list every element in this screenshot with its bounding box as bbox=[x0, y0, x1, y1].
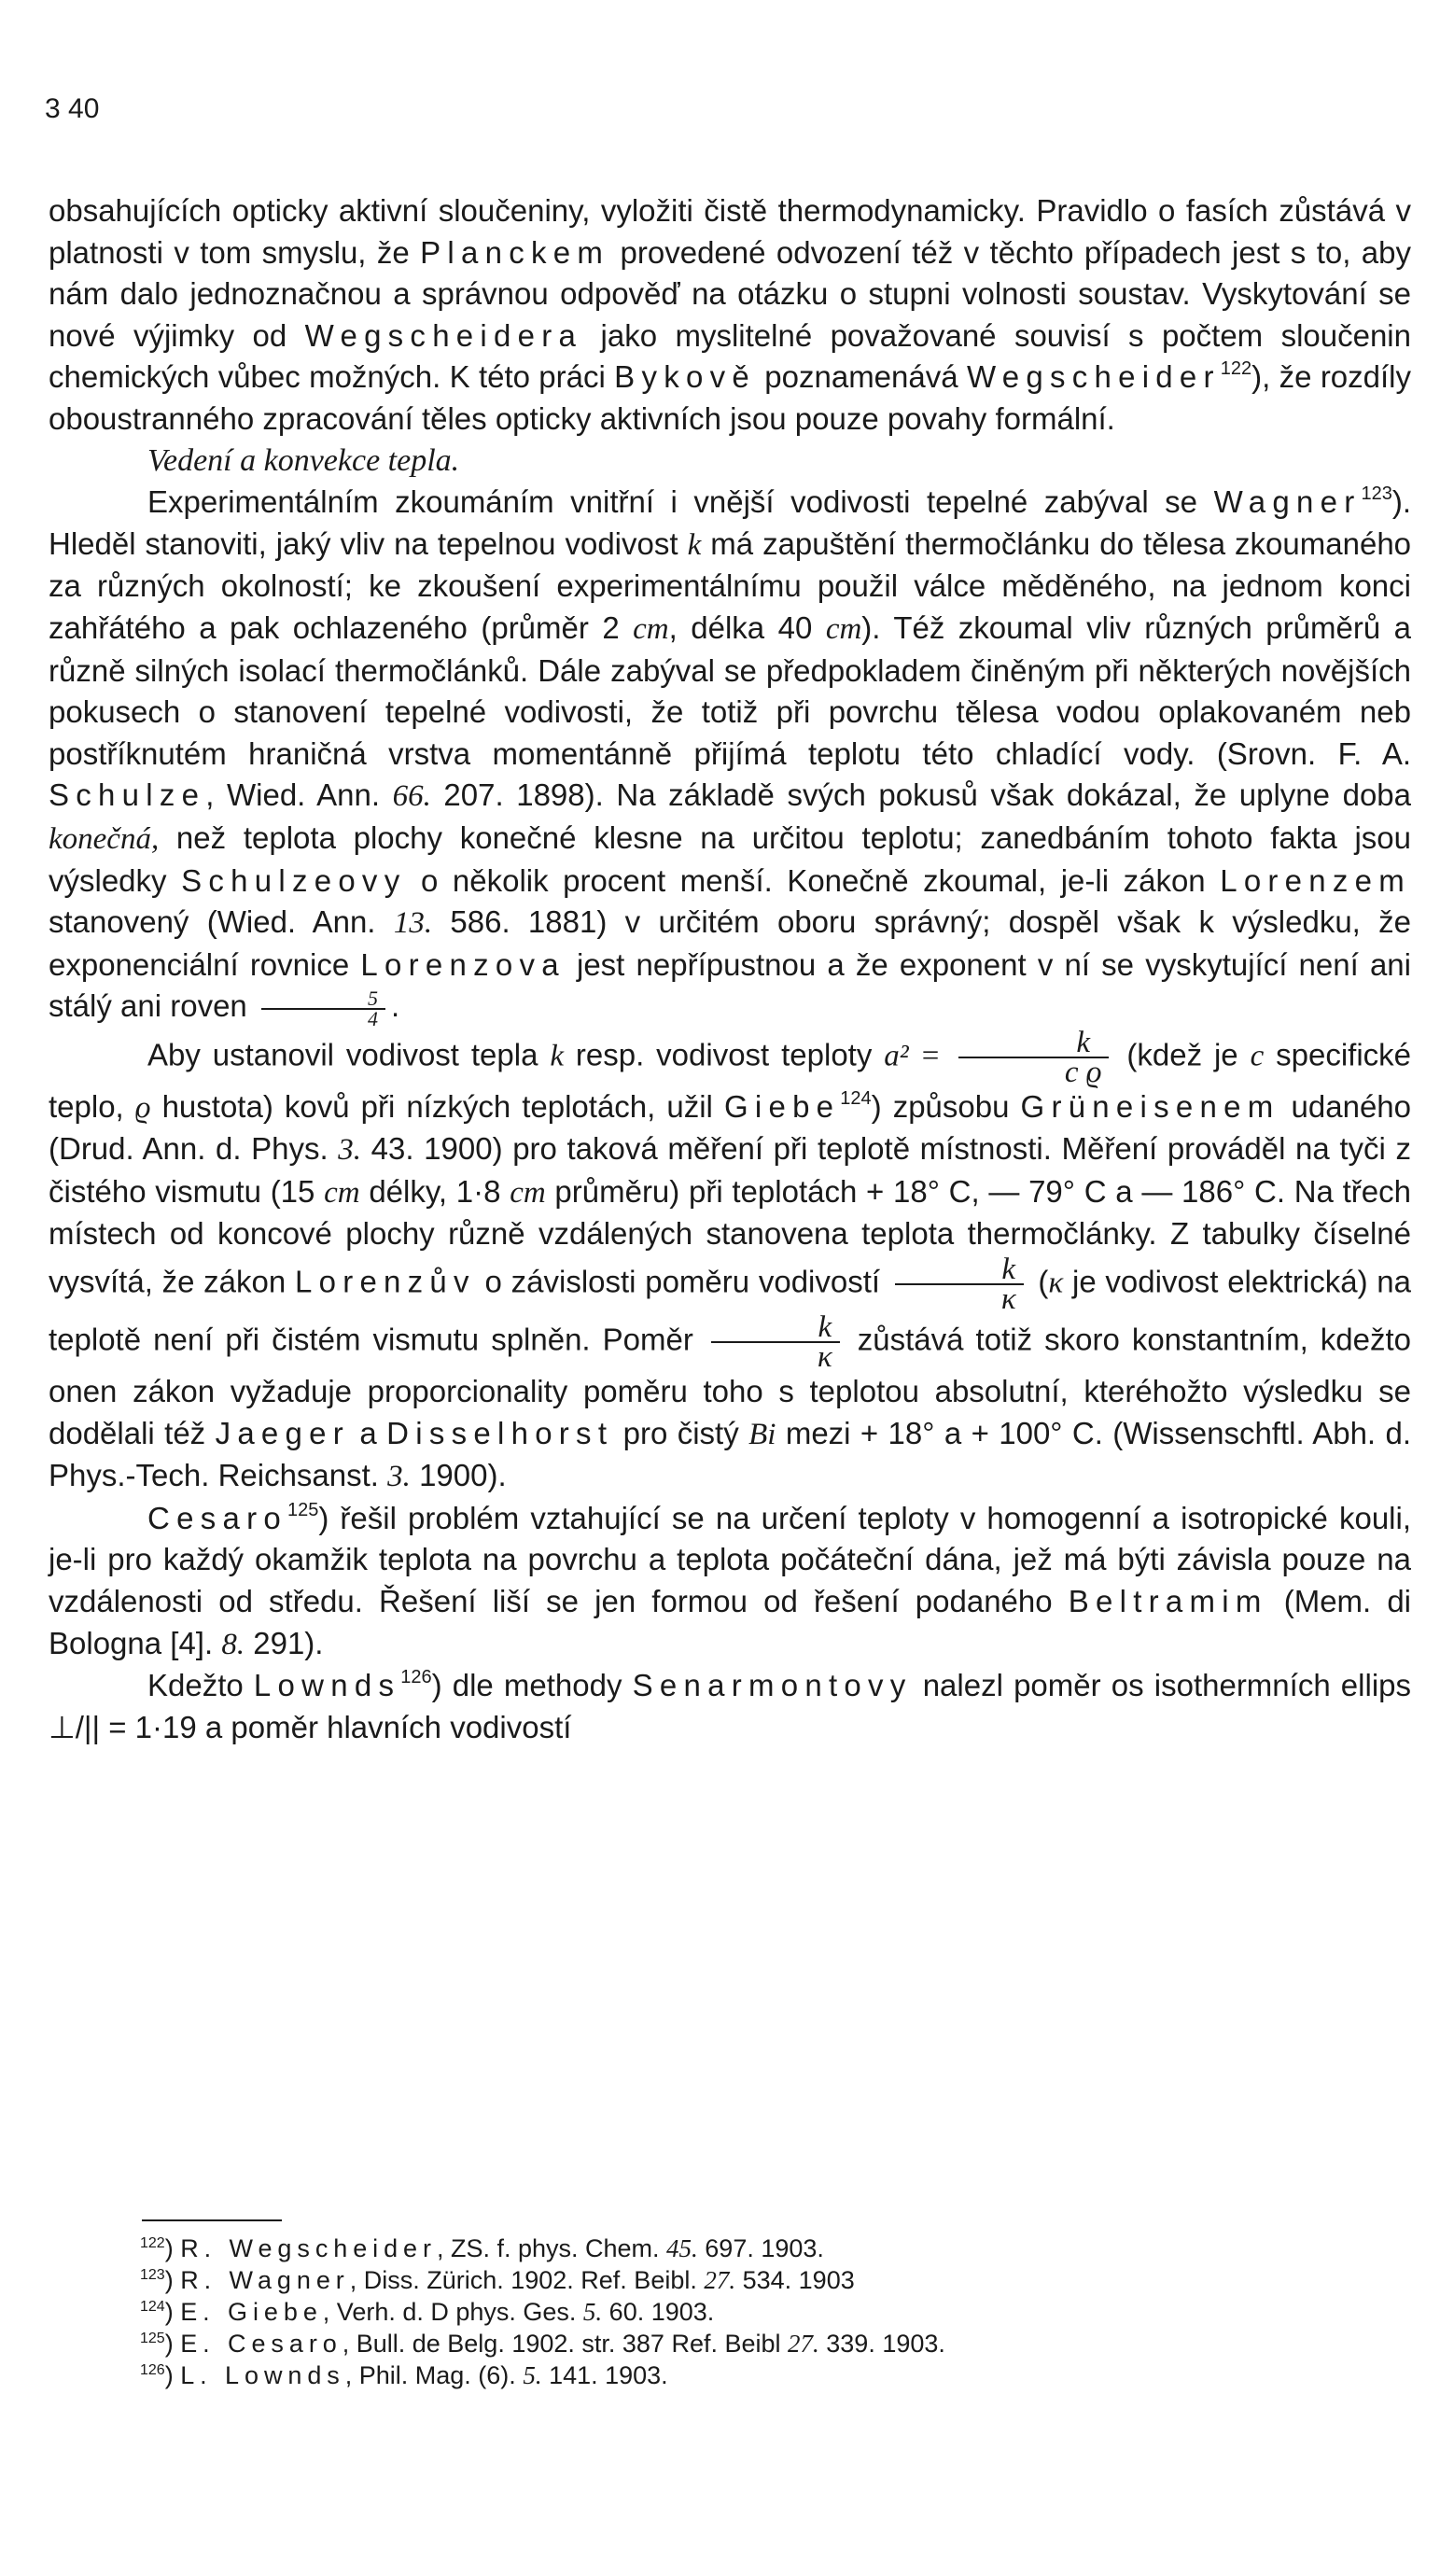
footnotes bbox=[140, 2233, 1353, 2391]
footnote: $^{126}$) L. Lownds, Phil. Mag. (6). 5. 141. 1903. bbox=[140, 2361, 668, 2389]
footnote-ref: 124 bbox=[840, 1087, 872, 1109]
author-name: Lorenzova bbox=[360, 946, 566, 982]
footnote-ref: 125 bbox=[287, 1499, 319, 1520]
author-name: Wagner bbox=[1213, 484, 1362, 520]
fraction: $\frac{k}{\kappa}$ bbox=[711, 1313, 840, 1371]
author-name: Bykově bbox=[614, 359, 756, 395]
footnote-author: L. Lownds bbox=[180, 2361, 345, 2389]
author-name: Giebe bbox=[723, 1088, 841, 1124]
footnote-ref: 122 bbox=[1220, 358, 1252, 380]
fraction: $\frac{k}{\kappa}$ bbox=[895, 1255, 1024, 1313]
footnote-rule bbox=[142, 2219, 282, 2221]
author-name: Wegscheider bbox=[966, 359, 1221, 395]
paragraph-5: Kdežto Lownds$^{126}$) dle methody Senarmontovy nalezl poměr os isothermních ellips ⊥/|| = 1·19 a poměr hlavních vodivostí bbox=[49, 1667, 1412, 1744]
author-name: Cesaro bbox=[147, 1500, 287, 1535]
footnote: $^{124}$) E. Giebe, Verh. d. D phys. Ges. 5. 60. 1903. bbox=[140, 2298, 715, 2326]
body-text bbox=[49, 190, 1411, 1748]
footnote-author: E. Giebe bbox=[180, 2298, 323, 2326]
footnote-mark: 126 bbox=[140, 2362, 165, 2378]
fraction: $\frac{5}{4}$ bbox=[261, 989, 385, 1029]
footnote: $^{123}$) R. Wagner, Diss. Zürich. 1902. Ref. Beibl. 27. 534. 1903 bbox=[140, 2266, 855, 2294]
author-name: Schulzeovy bbox=[181, 862, 407, 898]
footnote: $^{125}$) E. Cesaro, Bull. de Belg. 1902. str. 387 Ref. Beibl 27. 339. 1903. bbox=[140, 2330, 945, 2358]
footnote: $^{122}$) R. Wegscheider, ZS. f. phys. Chem. 45. 697. 1903. bbox=[140, 2234, 824, 2262]
author-name: Schulze bbox=[49, 777, 206, 813]
page-number: 3 40 bbox=[45, 93, 100, 124]
paragraph-4: Cesaro$^{125}$) řešil problém vztahující se na určení teploty v homogenní a isotropické kouli, je-li pro každý okamžik teplota na povrchu a teplota počáteční dána, jež má býti závisla pouze na vzdálenosti od středu. Řešení liší se jen formou od řešení podaného Beltramim (Mem. di Bologna [4]. 8. 291). bbox=[49, 1499, 1412, 1661]
footnote-ref: 123 bbox=[1361, 483, 1392, 505]
author-name: Wegscheidera bbox=[304, 317, 583, 353]
footnote-author: R. Wegscheider bbox=[180, 2234, 437, 2262]
paragraph-3: Aby ustanovil vodivost tepla k resp. vodivost teploty a² = $\frac{k}{\text{c ϱ}}$ (kdež je c specifické teplo, ϱ hustota) kovů při nízkých teplotách, užil Giebe$^{124}$) způsobu Grüneisenem udaného (Drud. Ann. d. Phys. 3. 43. 1900) pro taková měření při teplotě místnosti. Měření prováděl na tyči z čistého vismutu (15 cm délky, 1·8 cm průměru) při teplotách + 18° C, — 79° C a — 186° C. Na třech místech od koncové plochy různě vzdálených stanovena teplota thermočlánky. Z tabulky číselné vysvítá, že zákon Lorenzův o závislosti poměru vodivostí $\frac{k}{\kappa}$ (κ je vodivost elektrická) na teplotě není při čistém vismutu splněn. Poměr $\frac{k}{\kappa}$ zůstává totiž skoro konstantním, kdežto onen zákon vyžaduje proporcionality poměru toho s teplotou absolutní, kteréhožto výsledku se dodělali též Jaeger a Disselhorst pro čistý Bi mezi + 18° a + 100° C. (Wissenschftl. Abh. d. Phys.-Tech. Reichsanst. 3. 1900). bbox=[49, 1025, 1412, 1494]
paragraph-1: obsahujících opticky aktivní sloučeniny, vyložiti čistě thermodynamicky. Pravidlo o fasích zůstává v platnosti v tom smyslu, že Planckem provedené odvození též v těchto případech jest s to, aby nám dalo jednoznačnou a správnou odpověď na otázku o stupni volnosti soustav. Vyskytování se nové výjimky od Wegscheidera jako myslitelné považované souvisí s počtem sloučenin chemických vůbec možných. K této práci Bykově poznamenává Wegscheider$^{122}$), že rozdíly oboustranného zpracování těles opticky aktivních jsou pouze povahy formální. bbox=[49, 193, 1412, 436]
author-name: Disselhorst bbox=[386, 1415, 614, 1450]
section-heading: Vedení a konvekce tepla. bbox=[147, 442, 460, 478]
footnote-ref: 126 bbox=[400, 1667, 432, 1688]
author-name: Lownds bbox=[253, 1668, 401, 1703]
author-name: Lorenzem bbox=[1220, 862, 1412, 898]
paragraph-2: Experimentálním zkoumáním vnitřní i vnější vodivosti tepelné zabýval se Wagner$^{123}$). Hleděl stanoviti, jaký vliv na tepelnou vodivost k má zapuštění thermočlánku do tělesa zkoumaného za různých okolností; ke zkoušení experimentálnímu použil válce měděného, na jednom konci zahřátého a pak ochlazeného (průměr 2 cm, délka 40 cm). Též zkoumal vliv různých průměrů a různě silných isolací thermočlánků. Dále zabýval se předpokladem činěným při některých novějších pokusech o stanovení tepelné vodivosti, že totiž při povrchu tělesa vodou oplakovaném neb postříknutém hraničná vrstva momentánně přijímá teplotu této chladící vody. (Srovn. F. A. Schulze, Wied. Ann. 66. 207. 1898). Na základě svých pokusů však dokázal, že uplyne doba konečná, než teplota plochy konečné klesne na určitou teplotu; zanedbáním tohoto fakta jsou výsledky Schulzeovy o několik procent menší. Konečně zkoumal, je-li zákon Lorenzem stanovený (Wied. Ann. 13. 586. 1881) v určitém oboru správný; dospěl však k výsledku, že exponenciální rovnice Lorenzova jest nepřípustnou a že exponent v ní se vyskytující není ani stálý ani roven $\frac{5}{4}$ . bbox=[49, 483, 1412, 1030]
footnote-author: E. Cesaro bbox=[180, 2330, 343, 2358]
footnote-mark: 123 bbox=[140, 2267, 165, 2283]
fraction: $\frac{k}{\text{c ϱ}}$ bbox=[958, 1029, 1110, 1086]
footnote-mark: 125 bbox=[140, 2331, 165, 2346]
footnote-mark: 124 bbox=[140, 2299, 165, 2315]
author-name: Grüneisenem bbox=[1020, 1088, 1280, 1124]
author-name: Lorenzův bbox=[294, 1264, 476, 1299]
author-name: Planckem bbox=[420, 234, 610, 270]
author-name: Jaeger bbox=[215, 1415, 351, 1450]
author-name: Beltramim bbox=[1068, 1583, 1268, 1618]
footnote-author: R. Wagner bbox=[180, 2266, 350, 2294]
author-name: Senarmontovy bbox=[632, 1668, 913, 1703]
footnote-mark: 122 bbox=[140, 2235, 165, 2251]
